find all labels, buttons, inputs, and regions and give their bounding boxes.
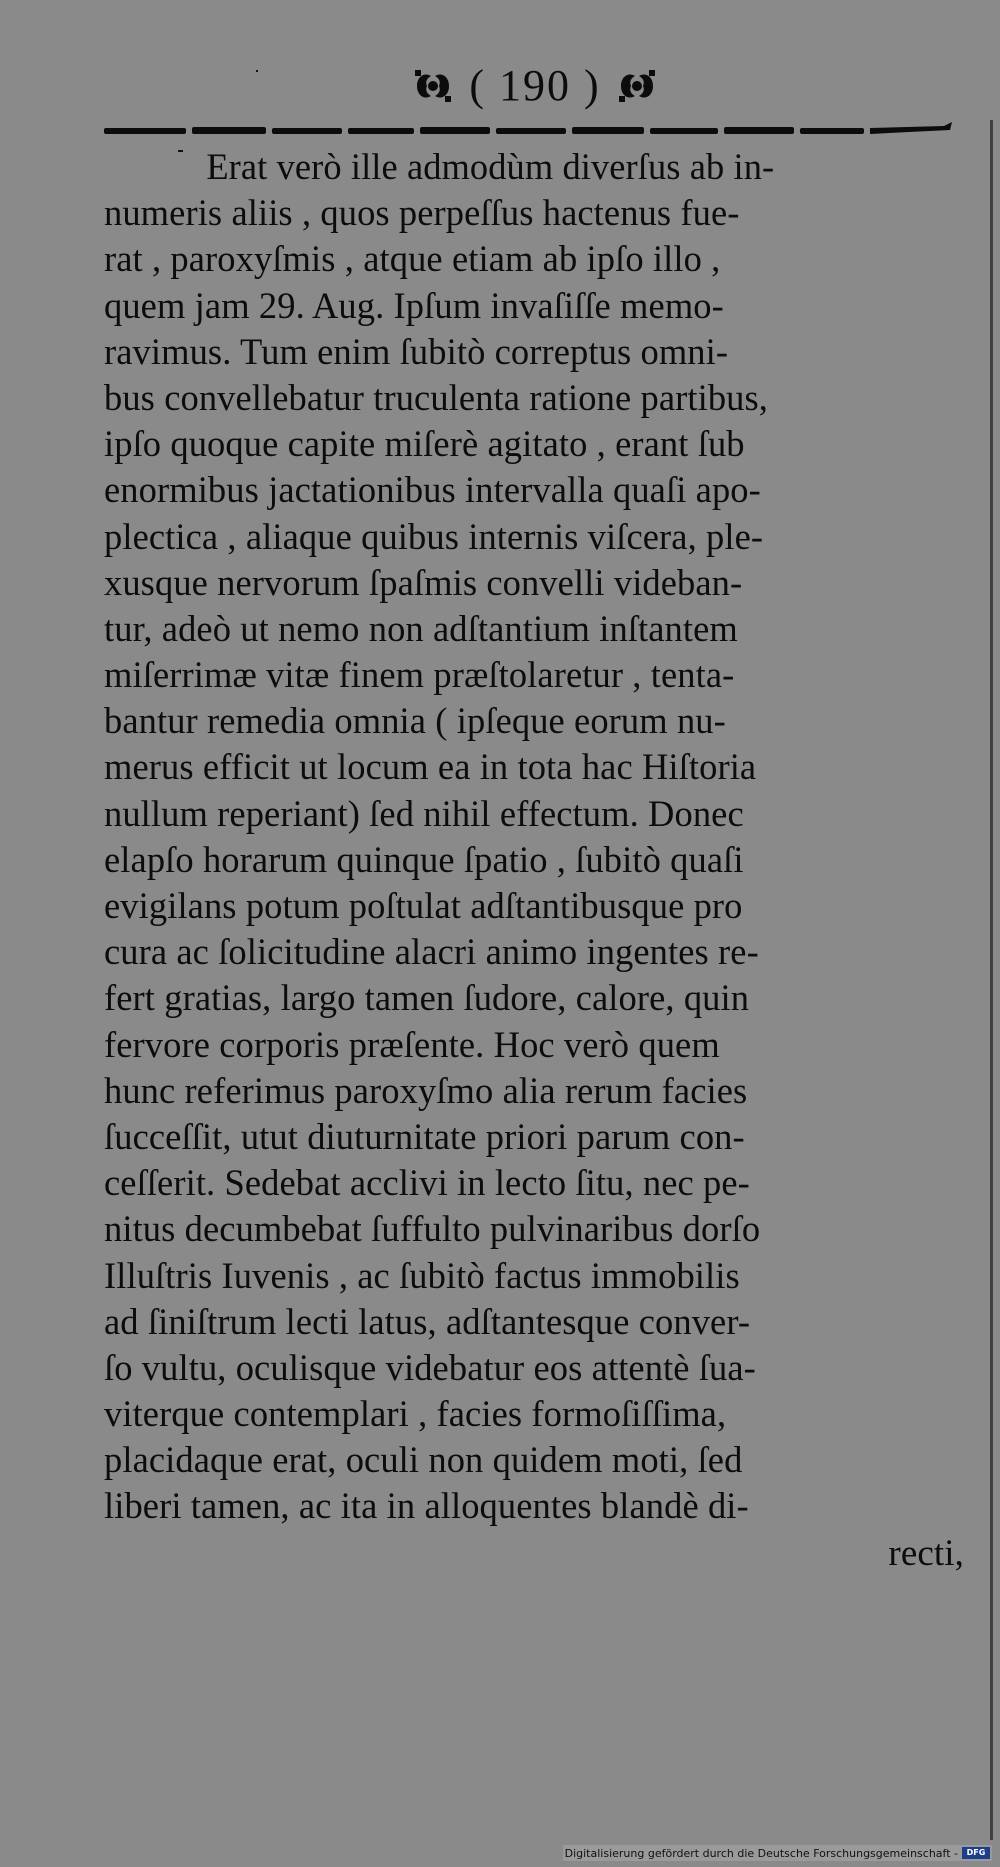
text-line: merus efficit ut locum ea in tota hac Hiſtoria [104,747,757,789]
fleuron-left-icon [411,66,455,106]
text-line: tur, adeò ut nemo non adſtantium inſtantem [104,608,738,650]
digitization-credit [563,1845,992,1861]
text-line: Erat verò ille admodùm diverſus ab in- [206,147,775,188]
text-line: plectica , aliaque quibus internis viſcera, ple- [104,516,764,558]
text-line: quem jam 29. Aug. Ipſum invaſiſſe memo- [104,285,724,327]
text-line: bus convellebatur truculenta ratione partibus, [104,377,769,419]
text-line: bantur remedia omnia ( ipſeque eorum nu- [104,701,726,743]
text-line: fervore corporis præſente. Hoc verò quem [104,1024,720,1066]
text-line: rat , paroxyſmis , atque etiam ab ipſo illo , [104,239,721,281]
text-line: elapſo horarum quinque ſpatio , ſubitò quaſi [104,839,744,881]
text-line: evigilans potum poſtulat adſtantibusque pro [104,886,743,927]
text-line: xusque nervorum ſpaſmis convelli videban- [104,562,743,604]
text-line: ravimus. Tum enim ſubitò correptus omni- [104,331,729,373]
text-line: placidaque erat, oculi non quidem moti, ſed [104,1440,743,1482]
body-text [104,145,964,1577]
page-number: ( 190 ) [469,61,601,110]
text-line: numeris aliis , quos perpeſſus hactenus fue- [104,193,740,235]
text-line: hunc referimus paroxyſmo alia rerum facies [104,1070,748,1112]
text-line: ceſſerit. Sedebat acclivi in lecto ſitu, nec pe- [104,1163,750,1205]
text-line: ipſo quoque capite miſerè agitato , erant ſub [104,424,745,466]
text-line: ſo vultu, oculisque videbatur eos attentè ſua- [104,1347,756,1389]
text-line: enormibus jactationibus intervalla quaſi apo- [104,470,761,512]
text-line: nullum reperiant) ſed nihil effectum. Donec [104,793,744,835]
text-line: miſerrimæ vitæ finem præſtolaretur , tenta- [104,655,735,697]
credit-text: Digitalisierung gefördert durch die Deutsche Forschungsgemeinschaft - [564,1846,958,1860]
text-line: ſucceſſit, utut diuturnitate priori parum con- [104,1116,745,1158]
decorative-rule [104,122,952,136]
specks [990,120,993,1840]
text-line: ad ſiniſtrum lecti latus, adſtantesque conver- [104,1301,751,1343]
dfg-logo-icon: DFG [962,1847,990,1859]
text-line: nitus decumbebat ſuffulto pulvinaribus dorſo [104,1209,761,1251]
specks [256,70,258,72]
text-line: fert gratias, largo tamen ſudore, calore, quin [104,978,750,1020]
text-line: Illuſtris Iuvenis , ac ſubitò factus immobilis [104,1255,740,1297]
text-line: viterque contemplari , facies formoſiſſima, [104,1394,727,1436]
text-line: liberi tamen, ac ita in alloquentes blandè di- [104,1486,749,1528]
text-line: cura ac ſolicitudine alacri animo ingentes re- [104,932,759,974]
running-header [370,56,700,116]
fleuron-right-icon [615,66,659,106]
catchword: recti, [888,1532,964,1574]
